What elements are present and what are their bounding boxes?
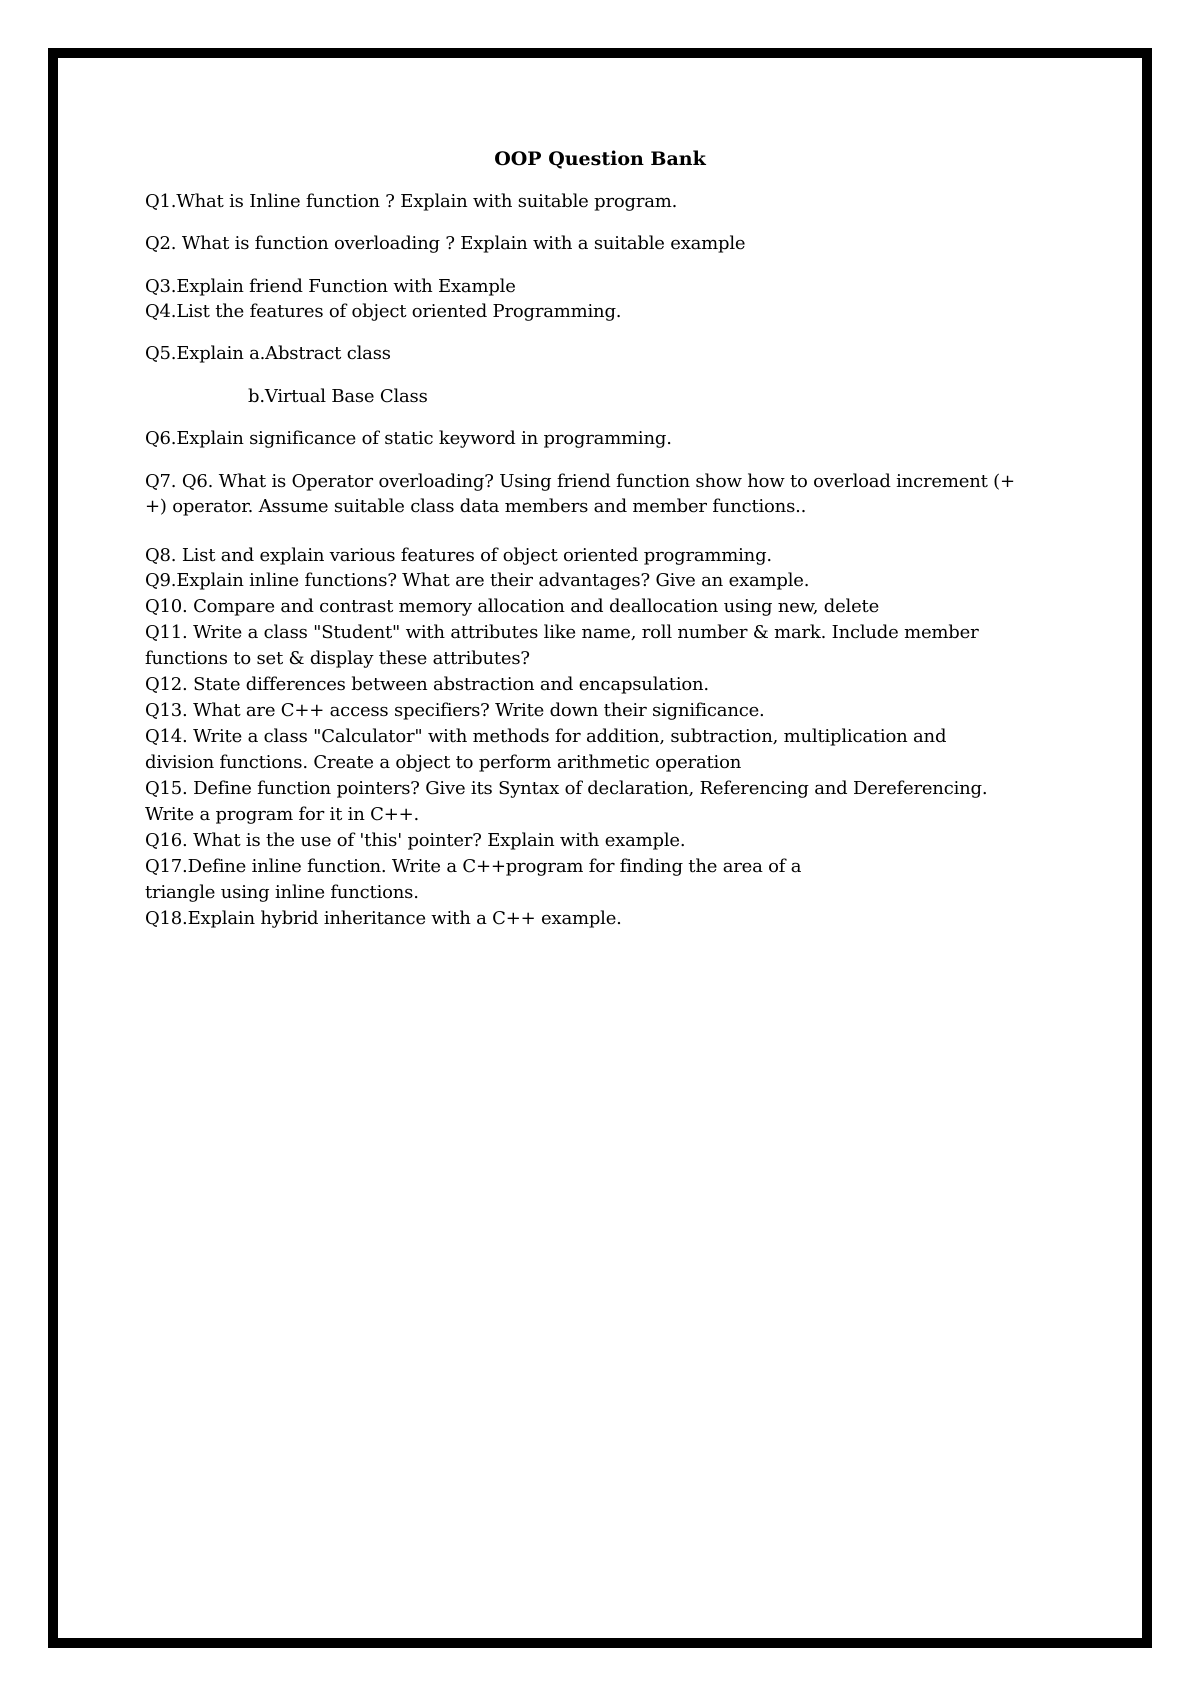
question-line: Q3.Explain friend Function with Example [145,276,516,297]
question-line: Q13. What are C++ access specifiers? Write down their significance. [145,700,765,721]
question-line: Q15. Define function pointers? Give its Syntax of declaration, Referencing and Dereferencing. [145,778,988,799]
question-line: Q8. List and explain various features of object oriented programming. [145,545,772,566]
question-line: +) operator. Assume suitable class data members and member functions.. [145,496,807,517]
question-line: Q7. Q6. What is Operator overloading? Using friend function show how to overload increment (+ [145,471,1015,492]
question-line: Q1.What is Inline function ? Explain with suitable program. [145,191,678,212]
question-line: Q14. Write a class "Calculator" with methods for addition, subtraction, multiplication and [145,726,947,747]
question-line: Q16. What is the use of 'this' pointer? Explain with example. [145,830,686,851]
question-line: Q6.Explain significance of static keyword in programming. [145,428,672,449]
question-line: Q9.Explain inline functions? What are their advantages? Give an example. [145,570,810,591]
document-title: OOP Question Bank [494,148,706,170]
question-line: Q10. Compare and contrast memory allocation and deallocation using new, delete [145,596,880,617]
question-line: Q12. State differences between abstraction and encapsulation. [145,674,709,695]
question-line: Q4.List the features of object oriented Programming. [145,301,622,322]
question-line: Q5.Explain a.Abstract class [145,343,391,364]
question-line: functions to set & display these attributes? [145,648,530,669]
question-line: Write a program for it in C++. [145,804,419,825]
question-line: division functions. Create a object to perform arithmetic operation [145,752,742,773]
question-subitem: b.Virtual Base Class [248,386,428,407]
question-line: Q17.Define inline function. Write a C++program for finding the area of a [145,856,802,877]
question-line: triangle using inline functions. [145,882,419,903]
question-line: Q18.Explain hybrid inheritance with a C++ example. [145,908,622,929]
question-line: Q2. What is function overloading ? Explain with a suitable example [145,233,746,254]
question-line: Q11. Write a class "Student" with attributes like name, roll number & mark. Include member [145,622,979,643]
